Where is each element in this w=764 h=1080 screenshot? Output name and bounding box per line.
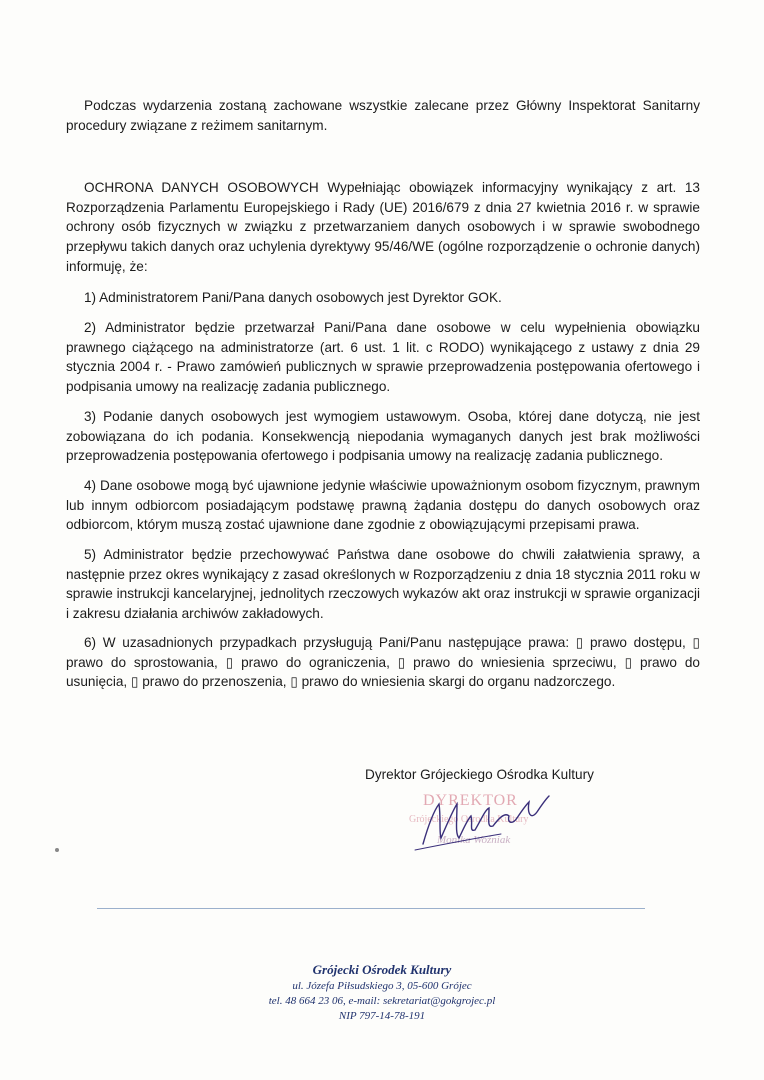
point-5: 5) Administrator będzie przechowywać Państwa dane osobowe do chwili załatwienia sprawy, a następnie przez okres wynikający z zasad określonych w Rozporządzeniu z dnia 18 stycznia 2011 roku w sprawie instrukcji kancelaryjnej, jednolitych rzeczowych wykazów akt oraz instrukcji w sprawie organizacji i zakresu działania archiwów zakładowych. (66, 547, 700, 622)
point-3: 3) Podanie danych osobowych jest wymogiem ustawowym. Osoba, której dane dotyczą, nie jest zobowiązana do ich podania. Konsekwencją niepodania wymaganych danych jest brak możliwości przeprowadzenia postępowania ofertowego i podpisania umowy na realizację zadania publicznego. (66, 409, 700, 464)
handwritten-signature (405, 790, 565, 860)
footer-address: ul. Józefa Piłsudskiego 3, 05-600 Grójec (292, 980, 472, 992)
point-6: 6) W uzasadnionych przypadkach przysługują Pani/Panu następujące prawa: ▯ prawo dostępu, ▯ prawo do sprostowania, ▯ prawo do ograniczenia, ▯ prawo do wniesienia sprzeciwu, ▯ prawo do usunięcia, ▯ prawo do przenoszenia, ▯ prawo do wniesienia skargi do organu nadzorczego. (66, 635, 700, 690)
stamp-line-2: Grójeckiego Ośrodka Kultury (409, 814, 529, 825)
rodo-header-paragraph: OCHRONA DANYCH OSOBOWYCH Wypełniając obowiązek informacyjny wynikający z art. 13 Rozporządzenia Parlamentu Europejskiego i Rady (UE) 2016/679 z dnia 27 kwietnia 2016 r. w sprawie ochrony osób fizycznych w związku z przetwarzaniem danych osobowych i w sprawie swobodnego przepływu takich danych oraz uchylenia dyrektywy 95/46/WE (ogólne rozporządzenie o ochronie danych) informuję, że: (66, 180, 700, 274)
footer-divider (97, 908, 645, 909)
signature-title: Dyrektor Grójeckiego Ośrodka Kultury (365, 767, 594, 782)
scan-speck (55, 848, 59, 852)
stamp-line-1: DYREKTOR (423, 792, 518, 809)
footer-nip: NIP 797-14-78-191 (338, 1010, 426, 1022)
footer-contact: tel. 48 664 23 06, e-mail: sekretariat@gokgrojec.pl (268, 995, 496, 1007)
footer-org-name: Grójecki Ośrodek Kultury (312, 962, 452, 977)
point-4: 4) Dane osobowe mogą być ujawnione jedynie właściwie upoważnionym osobom fizycznym, prawnym lub innym odbiorcom posiadającym podstawę prawną żądania dostępu do danych osobowych oraz odbiorcom, którym muszą zostać ujawnione dane zgodnie z obowiązującymi przepisami prawa. (66, 478, 700, 533)
intro-paragraph: Podczas wydarzenia zostaną zachowane wszystkie zalecane przez Główny Inspektorat Sanitarny procedury związane z reżimem sanitarnym. (66, 98, 700, 133)
point-1: 1) Administratorem Pani/Pana danych osobowych jest Dyrektor GOK. (84, 290, 502, 305)
stamp-name: Monika Woźniak (437, 834, 511, 846)
point-2: 2) Administrator będzie przetwarzał Pani/Pana dane osobowe w celu wypełnienia obowiązku prawnego ciążącego na administratorze (art. 6 ust. 1 lit. c RODO) wynikającego z ustawy z dnia 29 stycznia 2004 r. - Prawo zamówień publicznych w sprawie przeprowadzenia postępowania ofertowego i podpisania umowy na realizację zadania publicznego. (66, 320, 700, 395)
